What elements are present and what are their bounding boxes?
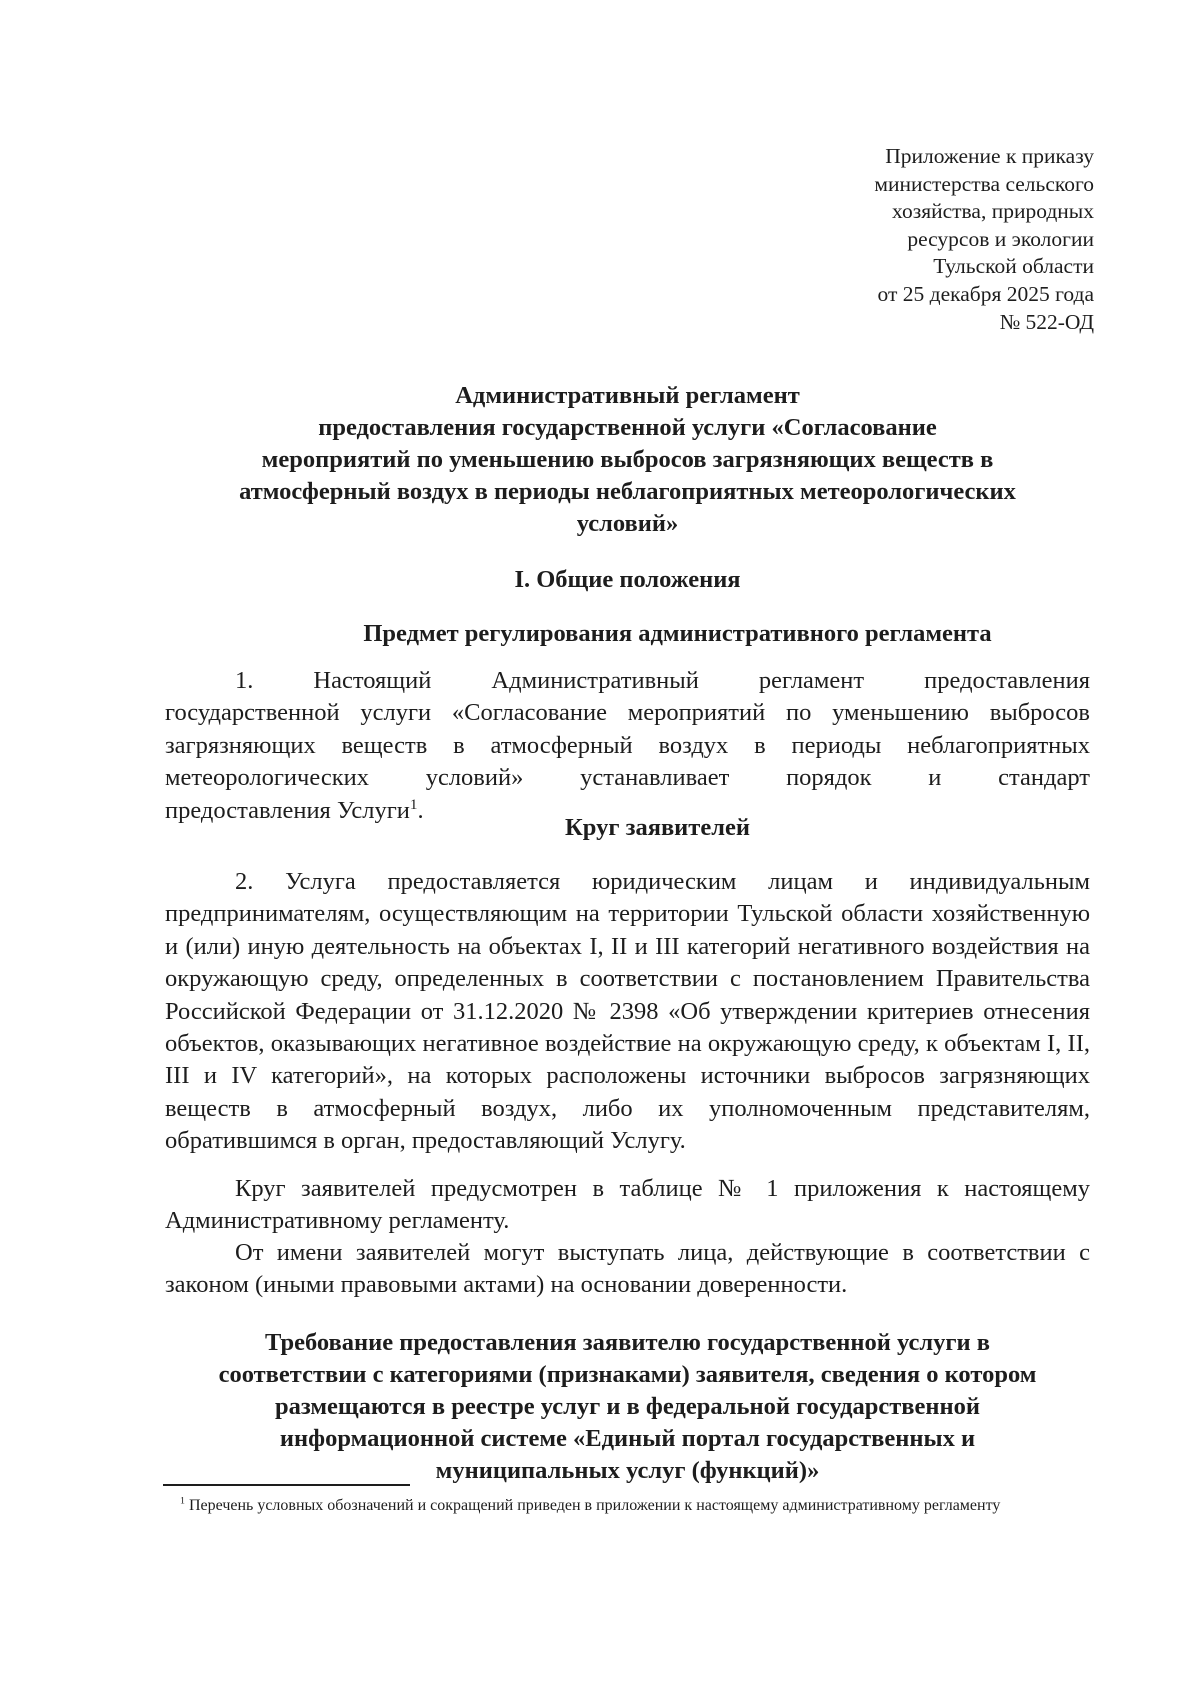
appendix-line: ресурсов и экологии — [907, 226, 1094, 251]
paragraph-3 — [165, 1173, 1090, 1238]
appendix-line: Тульской области — [933, 254, 1094, 279]
requirement-line: соответствии с категориями (признаками) заявителя, сведения о котором — [218, 1361, 1037, 1388]
title-line: предоставления государственной услуги «Согласование — [318, 414, 937, 441]
footnote-mark: 1 — [180, 1495, 185, 1507]
paragraph-4-text: От имени заявителей могут выступать лица, действующие в соответствии с законом (иными правовыми актами) на основании доверенности. — [165, 1239, 1090, 1299]
requirement-line: информационной системе «Единый портал государственных и — [279, 1425, 976, 1452]
footnote-ref: 1 — [409, 795, 418, 813]
appendix-line: Приложение к приказу — [885, 144, 1094, 168]
footnote — [180, 1495, 1090, 1516]
paragraph-2-text: 2. Услуга предоставляется юридическим лицам и индивидуальным предпринимателям, осуществляющим на территории Тульской области хозяйственную и (или) иную деятельность на объектах I, II и III категорий негативного воздействия на окружающую среду, определенных в соответствии с постановлением Правительства Российской Федерации от 31.12.2020 № 2398 «Об утверждении критериев отнесения объектов, оказывающих негативное воздействие на окружающую среду, к объектам I, II, III и IV категорий», на которых расположены источники выбросов загрязняющих веществ в атмосферный воздух, либо их уполномоченным представителям, обратившимся в орган, предоставляющий Услугу. — [165, 868, 1090, 1155]
paragraph-1-end: . — [417, 796, 424, 824]
paragraph-1-line: государственной услуги «Согласование мероприятий по уменьшению выбросов — [165, 699, 1090, 727]
footnote-separator — [163, 1484, 410, 1486]
paragraph-1 — [165, 665, 1090, 827]
appendix-line: министерства сельского — [874, 171, 1094, 196]
document-title — [165, 380, 1090, 540]
subject-heading: Предмет регулирования административного регламента — [363, 620, 992, 647]
requirement-line: размещаются в реестре услуг и в федеральной государственной — [274, 1393, 980, 1420]
requirement-heading — [165, 1327, 1090, 1487]
requirement-line: Требование предоставления заявителю государственной услуги в — [265, 1329, 990, 1356]
applicants-heading: Круг заявителей — [565, 814, 750, 841]
requirement-line: муниципальных услуг (функций)» — [435, 1457, 820, 1484]
paragraph-4 — [165, 1237, 1090, 1302]
paragraph-1-line: 1. Настоящий Административный регламент предоставления — [235, 667, 1090, 694]
title-line: мероприятий по уменьшению выбросов загрязняющих веществ в — [261, 446, 994, 473]
appendix-line: хозяйства, природных — [892, 199, 1094, 224]
title-line: Административный регламент — [455, 382, 800, 409]
paragraph-2 — [165, 866, 1090, 1158]
appendix-header — [734, 143, 1094, 336]
paragraph-1-last-text: предоставления Услуги — [165, 796, 410, 824]
appendix-line: № 522-ОД — [999, 309, 1094, 334]
paragraph-1-line: метеорологических условий» устанавливает порядок и стандарт — [165, 764, 1090, 792]
paragraph-3-text: Круг заявителей предусмотрен в таблице № 1 приложения к настоящему Административному регламенту. — [165, 1175, 1090, 1235]
title-line: условий» — [576, 510, 679, 537]
title-line: атмосферный воздух в периоды неблагоприятных метеорологических — [239, 478, 1016, 505]
section-heading: I. Общие положения — [514, 566, 741, 593]
appendix-line: от 25 декабря 2025 года — [877, 281, 1094, 306]
footnote-text: Перечень условных обозначений и сокращений приведен в приложении к настоящему административному регламенту — [184, 1497, 1001, 1514]
paragraph-1-line: загрязняющих веществ в атмосферный воздух в периоды неблагоприятных — [165, 731, 1090, 759]
